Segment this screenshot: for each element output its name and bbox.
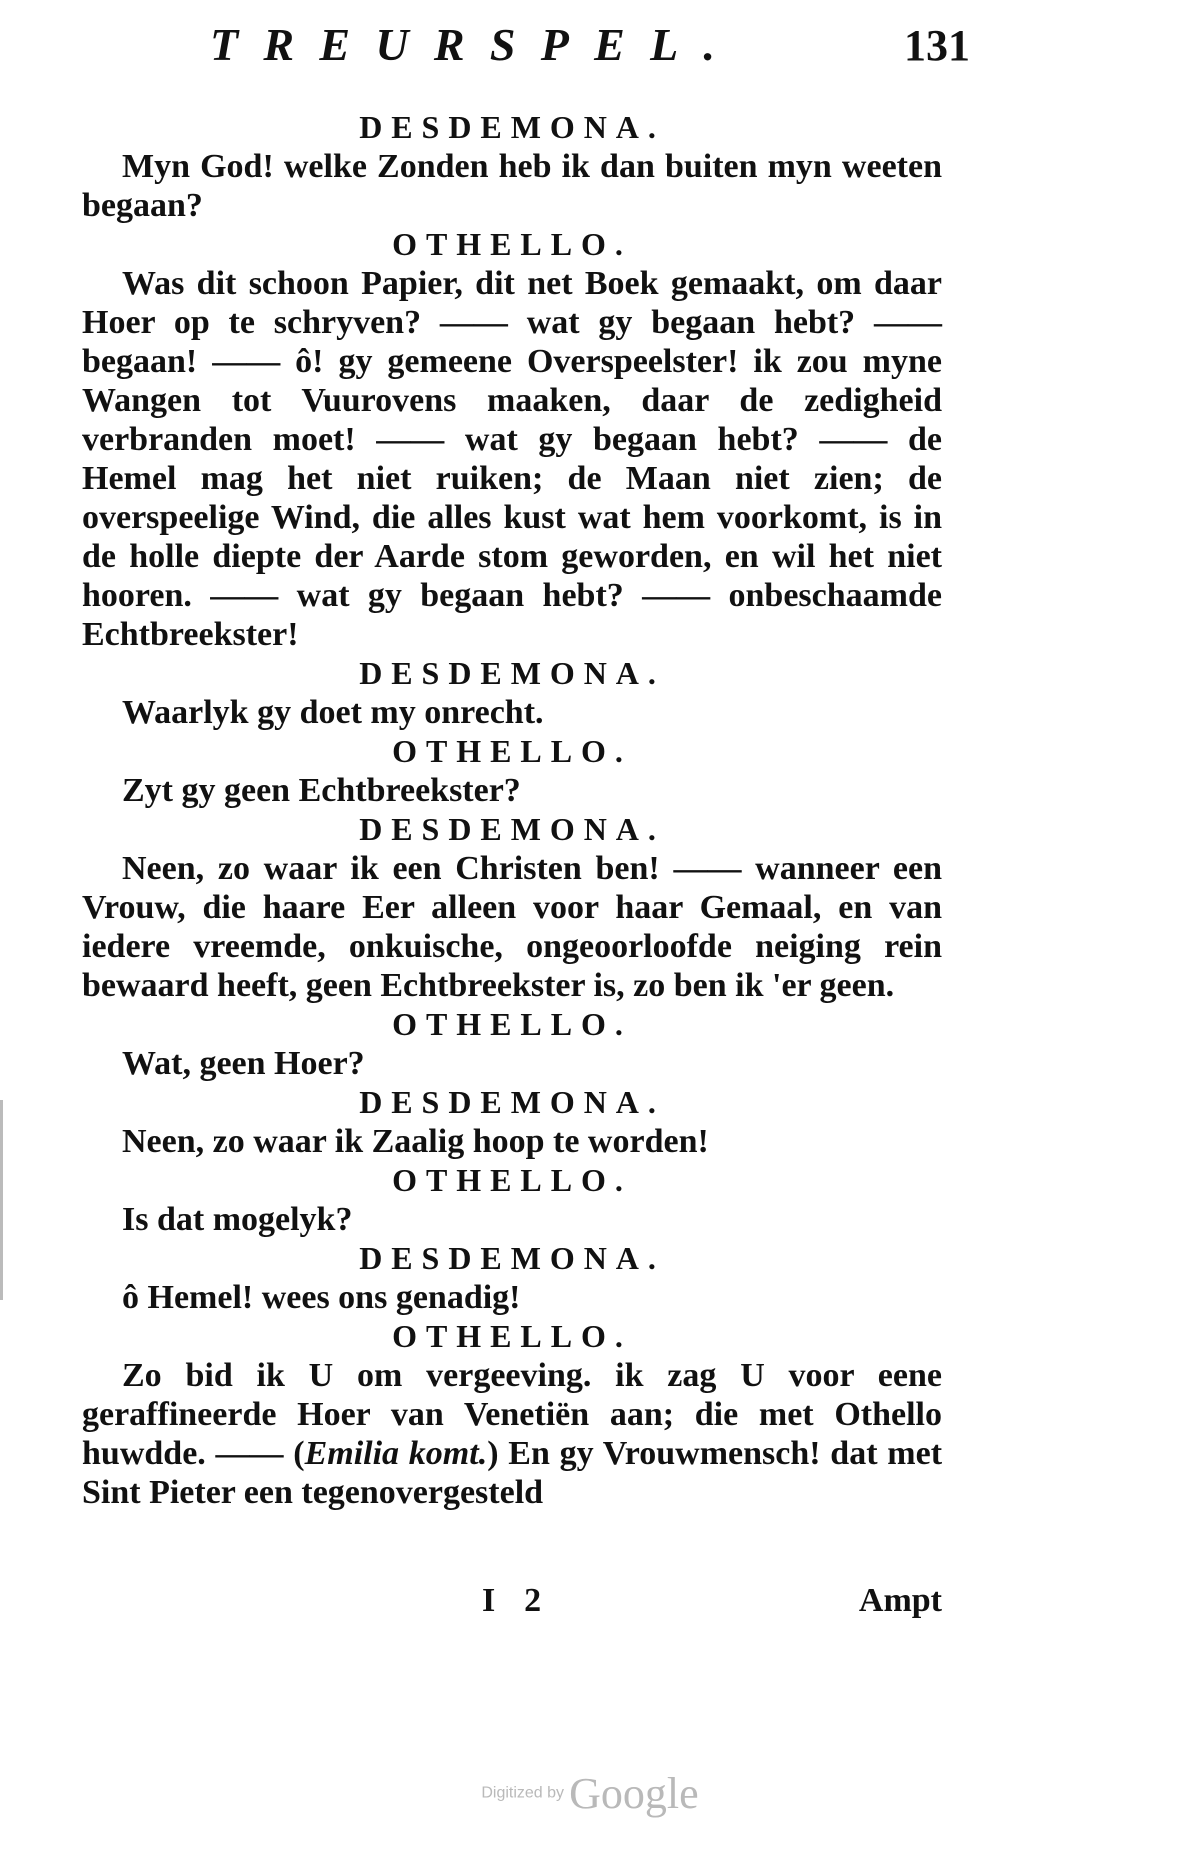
speaker-label: DESDEMONA. xyxy=(359,811,665,847)
speaker-label: OTHELLO. xyxy=(392,733,632,769)
speech: ô Hemel! wees ons genadig! xyxy=(122,1279,521,1316)
speech: Is dat mogelyk? xyxy=(122,1201,353,1238)
speaker-label: OTHELLO. xyxy=(392,1162,632,1198)
speaker-label: OTHELLO. xyxy=(392,1318,632,1354)
speaker-label: DESDEMONA. xyxy=(359,1084,665,1120)
running-title: TREURSPEL. xyxy=(210,19,741,70)
page-edge-shadow xyxy=(0,1100,3,1300)
speaker-label: OTHELLO. xyxy=(392,226,632,262)
speech xyxy=(82,1356,942,1512)
speech: Myn God! welke Zonden heb ik dan buiten myn weeten begaan? xyxy=(82,148,942,224)
speech: Wat, geen Hoer? xyxy=(122,1045,365,1082)
page-number: 131 xyxy=(904,21,970,70)
page-header xyxy=(210,18,970,78)
speech-text: Zo bid ik U om vergeeving. ik zag U voor eene geraffineerde Hoer van Venetiën aan; die met Othello huwdde. —— ( xyxy=(82,1357,942,1472)
page-footer xyxy=(82,1582,942,1622)
signature-mark: I 2 xyxy=(482,1582,552,1619)
play-text xyxy=(82,108,942,1512)
catchword: Ampt xyxy=(858,1582,942,1619)
digitization-watermark xyxy=(0,1768,1180,1819)
speech: Zyt gy geen Echtbreekster? xyxy=(122,772,521,809)
speech: Was dit schoon Papier, dit net Boek gemaakt, om daar Hoer op te schryven? —— wat gy begaan hebt? —— begaan! —— ô! gy gemeene Overspeelster! ik zou myne Wangen tot Vuurovens maaken, daar de zedigheid verbranden moet! —— wat gy begaan hebt? —— de Hemel mag het niet ruiken; de Maan niet zien; de overspeelige Wind, die alles kust wat hem voorkomt, is in de holle diepte der Aarde stom geworden, en wil het niet hooren. —— wat gy begaan hebt? —— onbeschaamde Echtbreekster! xyxy=(82,265,942,653)
speaker-label: DESDEMONA. xyxy=(359,655,665,691)
speech: Neen, zo waar ik Zaalig hoop te worden! xyxy=(122,1123,709,1160)
speaker-label: DESDEMONA. xyxy=(359,109,665,145)
speech: Neen, zo waar ik een Christen ben! —— wanneer een Vrouw, die haare Eer alleen voor haar Gemaal, en van iedere vreemde, onkuische, ongeoorloofde neiging rein bewaard heeft, geen Echtbreekster is, zo ben ik 'er geen. xyxy=(82,850,942,1004)
stage-direction: Emilia komt. xyxy=(304,1435,488,1472)
speaker-label: OTHELLO. xyxy=(392,1006,632,1042)
speech: Waarlyk gy doet my onrecht. xyxy=(122,694,544,731)
speaker-label: DESDEMONA. xyxy=(359,1240,665,1276)
speech-text: ) En gy Vrouwmensch! dat met Sint Pieter een tegenovergesteld xyxy=(82,1435,943,1511)
watermark-prefix: Digitized by xyxy=(481,1784,565,1802)
watermark-brand: Google xyxy=(569,1769,699,1818)
